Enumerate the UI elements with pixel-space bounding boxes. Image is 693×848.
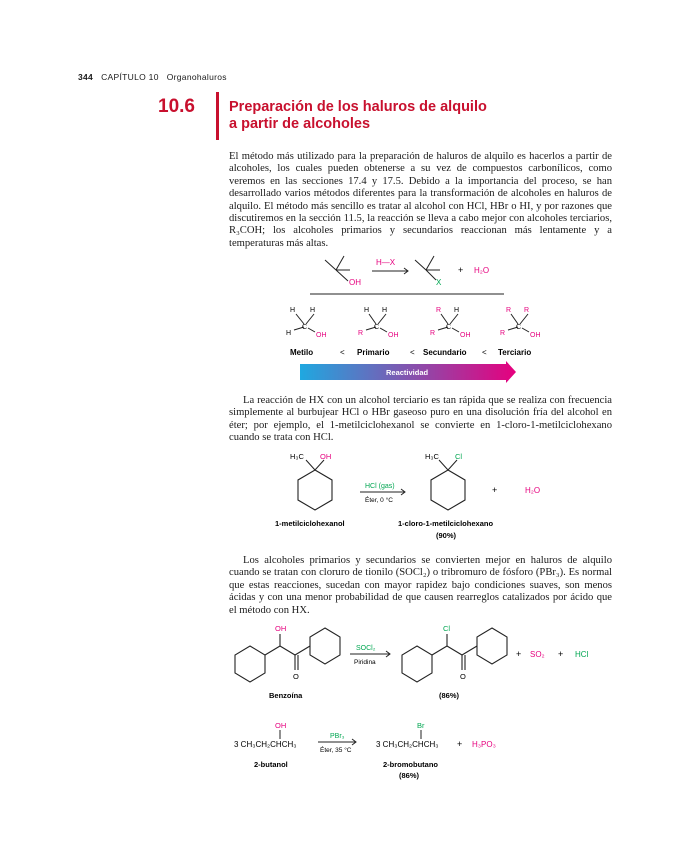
alcohol-skeleton [325, 256, 350, 281]
bond [280, 646, 295, 655]
h-atom: H [286, 330, 292, 337]
bond-methyl [439, 460, 448, 470]
oh-label: OH [275, 721, 287, 730]
label-terciario: Terciario [498, 348, 532, 357]
bond-methyl [306, 460, 315, 470]
benzene-ring [402, 646, 432, 682]
running-header [78, 72, 227, 82]
so2-label: SO₂ [530, 650, 545, 659]
chapter-label: CAPÍTULO 10 [101, 72, 159, 82]
structure-primario [358, 307, 399, 339]
oh-label: OH [275, 624, 287, 633]
oh-label: OH [388, 332, 399, 339]
product-name: 1-cloro-1-metilciclohexano [398, 519, 494, 528]
h-atom: H [310, 307, 316, 314]
product-formula: 3 CH₃CH₂CHCH₃ [376, 740, 439, 749]
paragraph-2: La reacción de HX con un alcohol terciario es tan rápida que se realiza con frecuencia simplemente al burbujear HCl o HBr gaseoso puro en una disolución fría del alcohol en éter; por ejemplo, el 1-metilciclohexanol se convierte en 1-cloro-1-metilciclohexano cuando se trata con HCl. [229, 395, 612, 444]
paragraph-1: El método más utilizado para la preparación de haluros de alquilo es hacerlos a partir de alcoholes, los cuales pueden obtenerse a su vez de compuestos carbonílicos, como veremos en las secciones 17.4 y 17.5. Debido a la importancia del proceso, se han desarrollado varios métodos diferentes para la transformación de alcoholes en haluros de alquilo. El método más sencillo es tratar al alcohol con HCl, HBr o HI, y por razones que discutiremos en la sección 11.5, la reacción se lleva a cabo mejor con alcoholes terciarios, R₃COH; los alcoholes primarios y secundarios reaccionan más lentamente y a temperaturas más altas. [229, 151, 612, 249]
water-label: H₂O [525, 486, 541, 495]
less-than: < [340, 348, 345, 357]
plus-sign: + [558, 649, 564, 659]
c-atom: C [516, 324, 522, 331]
plus-sign: + [457, 739, 463, 749]
r-group: R [524, 307, 530, 314]
bond [447, 646, 462, 655]
yield-label: (90%) [436, 531, 457, 540]
methyl-label: H₃C [425, 452, 439, 461]
water-label: H₂O [474, 266, 490, 275]
label-primario: Primario [357, 348, 390, 357]
reactivity-label: Reactividad [386, 368, 429, 377]
benzene-ring [235, 646, 265, 682]
reagent-pbr3: PBr₃ [330, 733, 345, 740]
less-than: < [410, 348, 415, 357]
bond [265, 646, 280, 655]
label-secundario: Secundario [423, 348, 467, 357]
page-number: 344 [78, 72, 94, 82]
structure-secundario [430, 307, 471, 339]
scheme-cyclohexanol [270, 448, 570, 548]
bond-oh [315, 460, 324, 470]
bond-cl [448, 460, 457, 470]
bond [462, 646, 477, 655]
h-atom: H [290, 307, 296, 314]
cl-label: Cl [455, 452, 463, 461]
reactant-name: Benzoína [269, 691, 303, 700]
reactant-name: 2-butanol [254, 760, 288, 769]
plus-sign: + [516, 649, 522, 659]
paragraph-3: Los alcoholes primarios y secundarios se convierten mejor en haluros de alquilo cuando se tratan con cloruro de tionilo (SOCl₂) o tribromuro de fósforo (PBr₃). Es normal que estas reacciones, sucedan con mayor rapidez bajo condiciones suaves, son menos ácidas y con una menor probabilidad de que causen rearreglos catalizados por ácido que el método con HX. [229, 555, 612, 616]
structure-metilo [286, 307, 327, 339]
scheme-reactivity [270, 248, 560, 388]
h-atom: H [364, 307, 370, 314]
h-atom: H [382, 307, 388, 314]
reagent-hcl: HCl (gas) [365, 483, 395, 490]
less-than: < [482, 348, 487, 357]
section-number: 10.6 [158, 96, 195, 117]
oh-label: OH [320, 452, 332, 461]
plus-sign: + [492, 485, 498, 495]
reactant-name: 1-metilciclohexanol [275, 519, 345, 528]
section-title [229, 99, 569, 133]
chapter-title: Organohaluros [166, 72, 227, 82]
haloalkane-skeleton [415, 256, 440, 280]
r-group: R [436, 307, 442, 314]
r-group: R [430, 330, 436, 337]
c-atom: C [446, 324, 452, 331]
oh-label: OH [460, 332, 471, 339]
section-title-line2: a partir de alcoholes [229, 116, 371, 132]
benzene-ring [477, 628, 507, 664]
scheme-butanol [228, 718, 528, 788]
scheme-benzoin [225, 618, 615, 708]
bond [432, 646, 447, 655]
oxygen-label: O [460, 672, 466, 681]
reagent-socl2: SOCl₂ [356, 645, 376, 652]
condition-label: Éter, 35 °C [320, 747, 352, 754]
label-metilo: Metilo [290, 348, 314, 357]
structure-terciario [500, 307, 541, 339]
bond [295, 646, 310, 655]
yield-label: (86%) [439, 691, 460, 700]
c-atom: C [374, 324, 380, 331]
oh-label: OH [530, 332, 541, 339]
r-group: R [506, 307, 512, 314]
cyclohexane-ring [298, 470, 332, 510]
br-label: Br [417, 721, 425, 730]
benzene-ring [310, 628, 340, 664]
cl-label: Cl [443, 624, 451, 633]
x-label: X [436, 278, 442, 287]
oh-label: OH [349, 278, 361, 287]
oxygen-label: O [293, 672, 299, 681]
hcl-label: HCl [575, 650, 589, 659]
r-group: R [358, 330, 364, 337]
section-divider [216, 92, 219, 140]
plus-sign: + [458, 265, 464, 275]
h-atom: H [454, 307, 460, 314]
reactant-formula: 3 CH₃CH₂CHCH₃ [234, 740, 297, 749]
section-title-line1: Preparación de los haluros de alquilo [229, 99, 487, 115]
oh-label: OH [316, 332, 327, 339]
cyclohexane-ring [431, 470, 465, 510]
reagent-hx: H—X [376, 258, 396, 267]
yield-label: (86%) [399, 771, 420, 780]
c-atom: C [302, 324, 308, 331]
condition-label: Piridina [354, 659, 376, 666]
methyl-label: H₃C [290, 452, 304, 461]
condition-label: Éter, 0 °C [365, 497, 393, 504]
product-name: 2-bromobutano [383, 760, 438, 769]
r-group: R [500, 330, 506, 337]
h3po3-label: H₃PO₃ [472, 740, 496, 749]
